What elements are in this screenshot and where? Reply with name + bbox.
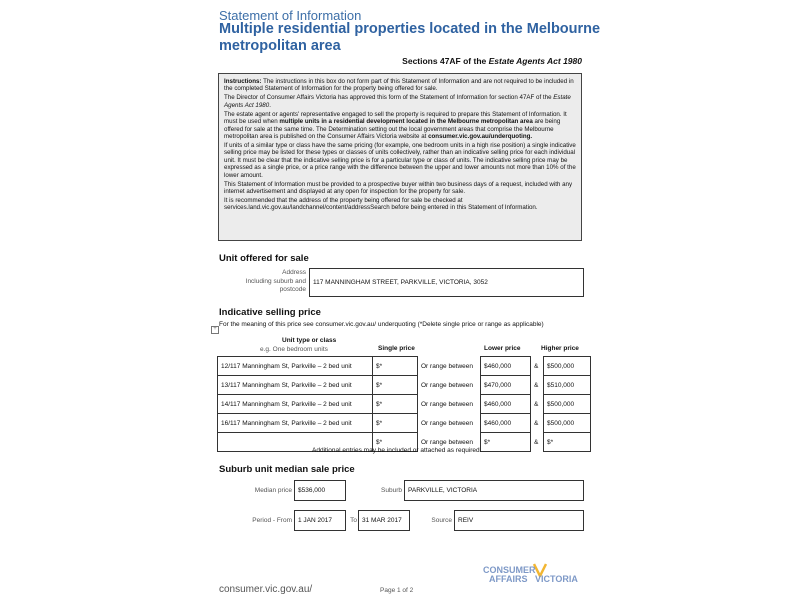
higher-price-cell[interactable]: $500,000 [544, 414, 591, 433]
table-row [218, 376, 591, 395]
price-table [217, 356, 591, 452]
page-number: Page 1 of 2 [380, 587, 414, 594]
lower-price-cell[interactable]: $* [481, 433, 531, 452]
form-subtitle: Statement of Information [219, 8, 362, 23]
sections-act: Estate Agents Act 1980 [488, 56, 582, 66]
sections-prefix: Sections 47AF of the [402, 56, 489, 66]
indicative-note: For the meaning of this price see consumer.vic.gov.au/ underquoting (*Delete single price or range as applicable) [219, 321, 544, 328]
col-unit-header: Unit type or class [282, 337, 337, 344]
median-price-label: Median price [254, 487, 292, 494]
col-lower-header: Lower price [484, 345, 521, 352]
underquoting-link[interactable]: consumer.vic.gov.au/underquoting. [428, 133, 533, 141]
instructions-p3a: The estate agent or agents' representative engaged to sell the property is required to prepare this Statement of Information. It must be used when [224, 110, 567, 126]
instructions-p3b: multiple units in a residential development located in the Melbourne metropolitan area [279, 118, 533, 126]
address-label-line2: Including suburb and [245, 277, 306, 285]
higher-price-cell[interactable]: $500,000 [544, 395, 591, 414]
instructions-p6: It is recommended that the address of the property being offered for sale be checked at services.land.vic.gov.au/landchannel/content/addressSearch before being entered in this Statement of Information. [224, 197, 538, 212]
suburb-field[interactable]: PARKVILLE, VICTORIA [404, 480, 584, 501]
table-row [218, 414, 591, 433]
instructions-p1: The instructions in this box do not form part of this Statement of Information and are not required to be included in the completed Statement of Information for the property being offered for sale. [224, 78, 574, 93]
instructions-p5: This Statement of Information must be provided to a prospective buyer within two business days of a request, included with any internet advertisement and displayed at any open for inspection for the property for sale. [224, 180, 573, 196]
address-label-line3: postcode [279, 286, 306, 293]
col-higher-header: Higher price [541, 345, 579, 352]
or-range-label: Or range between [421, 362, 474, 370]
unit-offered-title: Unit offered for sale [219, 253, 309, 264]
source-field[interactable]: REIV [454, 510, 584, 531]
table-row [218, 357, 591, 376]
instructions-box [218, 73, 582, 241]
higher-price-cell[interactable]: $* [544, 433, 591, 452]
period-to-label: To [350, 517, 357, 524]
instructions-label: Instructions: [224, 78, 262, 85]
period-from-label: Period - From [252, 517, 292, 524]
or-range-label: Or range between [421, 400, 474, 408]
single-price-cell[interactable]: $* [373, 357, 418, 376]
or-range-label: Or range between [421, 419, 474, 427]
additional-entries-note: Additional entries may be included or attached as required. [312, 447, 482, 454]
address-field[interactable]: 117 MANNINGHAM STREET, PARKVILLE, VICTORIA, 3052 [309, 268, 584, 297]
col-unit-example: e.g. One bedroom units [260, 346, 328, 353]
higher-price-cell[interactable]: $510,000 [544, 376, 591, 395]
form-title: Multiple residential properties located in the Melbourne metropolitan area [219, 21, 601, 54]
range-amp: & [534, 419, 539, 427]
consumer-affairs-logo [483, 563, 593, 587]
single-price-cell[interactable]: $* [373, 395, 418, 414]
table-move-handle-icon[interactable]: + [211, 326, 219, 334]
footer-url[interactable]: consumer.vic.gov.au/ [219, 584, 313, 595]
instructions-p3c: are being offered for sale at the same time. The Determination setting out the local government areas that comprise the Melbourne metropolitan area is published on the Consumer Affairs Victoria website at [224, 118, 561, 141]
single-price-cell[interactable]: $* [373, 376, 418, 395]
median-price-field[interactable]: $536,000 [294, 480, 346, 501]
lower-price-cell[interactable]: $460,000 [481, 414, 531, 433]
logo-line2: AFFAIRS [489, 574, 528, 584]
lower-price-cell[interactable]: $460,000 [481, 395, 531, 414]
sections-reference [402, 56, 582, 66]
or-range-label: Or range between [421, 381, 474, 389]
period-from-field[interactable]: 1 JAN 2017 [294, 510, 346, 531]
range-amp: & [534, 362, 539, 370]
single-price-cell[interactable]: $* [373, 433, 418, 452]
range-amp: & [534, 400, 539, 408]
logo-line1: CONSUMER [483, 565, 536, 575]
source-label: Source [431, 517, 452, 524]
single-price-cell[interactable]: $* [373, 414, 418, 433]
range-amp: & [534, 381, 539, 389]
instructions-p2-act: Estate Agents Act 1980 [224, 94, 571, 109]
indicative-title: Indicative selling price [219, 307, 321, 318]
lower-price-cell[interactable]: $470,000 [481, 376, 531, 395]
table-row [218, 395, 591, 414]
address-label [218, 269, 306, 295]
unit-type-cell[interactable]: 16/117 Manningham St, Parkville – 2 bed unit [218, 414, 373, 433]
instructions-p4: If units of a similar type or class have the same pricing (for example, one bedroom units in a high rise position) a single indicative selling price may be listed for these types or classes of units collectively, rather than an indicative selling price for each individual unit. It must be clear that the indicative selling price is for a particular type or class of units. The indicative selling price may be expressed as a single price, or a price range with the difference between the upper and lower amounts not more than 10% of the lower amount. [224, 142, 576, 179]
col-single-header: Single price [378, 345, 415, 352]
lower-price-cell[interactable]: $460,000 [481, 357, 531, 376]
period-to-field[interactable]: 31 MAR 2017 [358, 510, 410, 531]
logo-line3: VICTORIA [535, 574, 578, 584]
instructions-p2: The Director of Consumer Affairs Victoria has approved this form of the Statement of Information for section 47AF of the [224, 94, 554, 102]
address-label-line1: Address [282, 269, 306, 276]
instructions-p2-end: . [269, 101, 271, 109]
higher-price-cell[interactable]: $500,000 [544, 357, 591, 376]
unit-type-cell[interactable]: 14/117 Manningham St, Parkville – 2 bed unit [218, 395, 373, 414]
median-title: Suburb unit median sale price [219, 464, 355, 475]
suburb-label: Suburb [381, 487, 402, 494]
unit-type-cell[interactable]: 13/117 Manningham St, Parkville – 2 bed unit [218, 376, 373, 395]
range-amp: & [534, 438, 539, 446]
unit-type-cell[interactable]: 12/117 Manningham St, Parkville – 2 bed unit [218, 357, 373, 376]
or-range-label: Or range between [421, 438, 474, 446]
